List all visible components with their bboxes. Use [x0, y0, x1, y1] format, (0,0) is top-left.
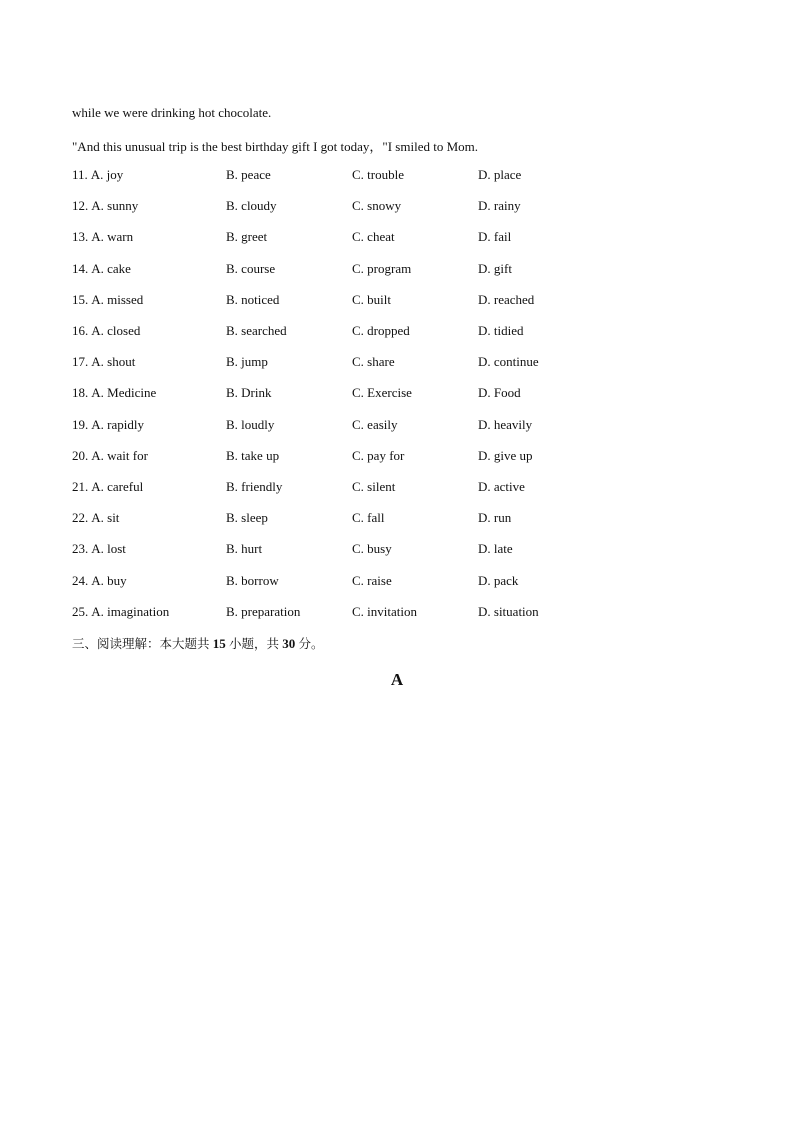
section-score: 30: [282, 636, 296, 651]
question-number: 23.: [72, 541, 89, 557]
option-b: B. course: [226, 260, 276, 276]
option-text: A. rapidly: [91, 416, 144, 432]
option-text: A. warn: [91, 229, 134, 245]
option-text: A. missed: [91, 291, 144, 307]
question-number: 16.: [72, 323, 89, 338]
option-c: C. invitation: [352, 603, 417, 619]
option-d: D. tidied: [478, 323, 524, 338]
option-text: A. closed: [91, 323, 141, 338]
option-a: [72, 417, 144, 433]
option-a: [72, 198, 138, 214]
option-a: [72, 323, 140, 339]
option-c: C. program: [352, 260, 412, 276]
option-c: C. busy: [352, 541, 392, 557]
option-d: D. place: [478, 167, 522, 182]
option-b: B. Drink: [226, 385, 272, 401]
option-b: B. cloudy: [226, 198, 277, 214]
question-number: 19.: [72, 416, 89, 432]
option-d: D. fail: [478, 229, 512, 245]
option-d: D. situation: [478, 603, 539, 619]
option-a: [72, 385, 156, 401]
section-heading-middle: 小题，共: [229, 636, 280, 651]
option-d: D. pack: [478, 572, 519, 588]
passage-line-2: "And this unusual trip is the best birthday gift I got today，"I smiled to Mom.: [72, 139, 478, 154]
option-d: D. gift: [478, 260, 512, 276]
question-number: 21.: [72, 479, 89, 494]
option-b: B. friendly: [226, 479, 283, 494]
option-a: [72, 604, 169, 620]
question-row: [72, 385, 722, 405]
option-c: C. snowy: [352, 198, 402, 214]
option-d: D. Food: [478, 385, 521, 401]
passage-heading: A: [390, 670, 404, 689]
option-c: C. cheat: [352, 229, 395, 245]
question-row: [72, 573, 722, 593]
option-a: [72, 292, 143, 308]
option-d: D. active: [478, 479, 525, 494]
option-a: [72, 573, 127, 589]
option-text: A. buy: [91, 572, 127, 588]
option-c: C. Exercise: [352, 385, 412, 401]
option-a: [72, 448, 148, 464]
option-b: B. peace: [226, 167, 271, 182]
question-number: 22.: [72, 510, 89, 526]
option-c: C. pay for: [352, 447, 405, 463]
option-a: [72, 261, 131, 277]
question-row: [72, 198, 722, 218]
option-d: D. run: [478, 510, 512, 526]
option-b: B. searched: [226, 323, 287, 338]
question-row: [72, 510, 722, 530]
section-heading-prefix: 三、阅读理解：本大题共: [72, 636, 210, 651]
option-text: A. sit: [91, 510, 120, 526]
question-number: 18.: [72, 385, 89, 401]
option-d: D. give up: [478, 447, 533, 463]
option-c: C. easily: [352, 416, 398, 432]
option-c: C. built: [352, 291, 392, 307]
question-row: [72, 323, 722, 343]
option-d: D. rainy: [478, 198, 521, 214]
question-number: 24.: [72, 572, 89, 588]
passage-line-1: while we were drinking hot chocolate.: [72, 105, 272, 120]
option-text: A. lost: [91, 541, 126, 557]
option-text: A. shout: [91, 354, 136, 370]
option-b: B. sleep: [226, 510, 268, 526]
question-row: [72, 448, 722, 468]
option-a: [72, 167, 123, 183]
question-row: [72, 604, 722, 624]
option-a: [72, 479, 143, 495]
question-number: 13.: [72, 229, 89, 245]
question-row: [72, 167, 722, 187]
option-d: D. reached: [478, 291, 535, 307]
option-a: [72, 229, 133, 245]
question-number: 12.: [72, 198, 89, 214]
question-row: [72, 261, 722, 281]
option-b: B. hurt: [226, 541, 263, 557]
option-text: A. Medicine: [91, 385, 157, 401]
question-row: [72, 292, 722, 312]
option-c: C. fall: [352, 510, 385, 526]
option-c: C. silent: [352, 479, 396, 494]
section-heading: [72, 634, 324, 652]
option-b: B. loudly: [226, 416, 275, 432]
option-text: A. joy: [90, 167, 124, 182]
option-c: C. dropped: [352, 323, 410, 338]
option-c: C. share: [352, 354, 395, 370]
option-b: B. borrow: [226, 572, 279, 588]
option-a: [72, 510, 119, 526]
option-text: A. careful: [91, 479, 144, 494]
option-d: D. heavily: [478, 416, 533, 432]
question-number: 25.: [72, 603, 89, 619]
option-b: B. take up: [226, 447, 280, 463]
option-b: B. preparation: [226, 603, 301, 619]
option-c: C. raise: [352, 572, 392, 588]
option-d: D. continue: [478, 354, 539, 370]
option-a: [72, 354, 135, 370]
section-heading-suffix: 分。: [298, 636, 324, 651]
question-number: 20.: [72, 447, 89, 463]
option-text: A. sunny: [91, 198, 139, 214]
question-row: [72, 541, 722, 561]
question-number: 15.: [72, 291, 89, 307]
option-text: A. cake: [91, 260, 131, 276]
option-c: C. trouble: [352, 167, 404, 182]
option-b: B. greet: [226, 229, 268, 245]
question-row: [72, 354, 722, 374]
option-text: A. wait for: [91, 447, 148, 463]
section-question-count: 15: [212, 636, 226, 651]
question-number: 11.: [72, 167, 88, 182]
question-row: [72, 479, 722, 499]
option-a: [72, 541, 126, 557]
question-number: 17.: [72, 354, 89, 370]
question-number: 14.: [72, 260, 89, 276]
question-row: [72, 229, 722, 249]
question-row: [72, 417, 722, 437]
option-d: D. late: [478, 541, 513, 557]
option-b: B. noticed: [226, 291, 280, 307]
option-text: A. imagination: [91, 603, 170, 619]
option-b: B. jump: [226, 354, 268, 370]
